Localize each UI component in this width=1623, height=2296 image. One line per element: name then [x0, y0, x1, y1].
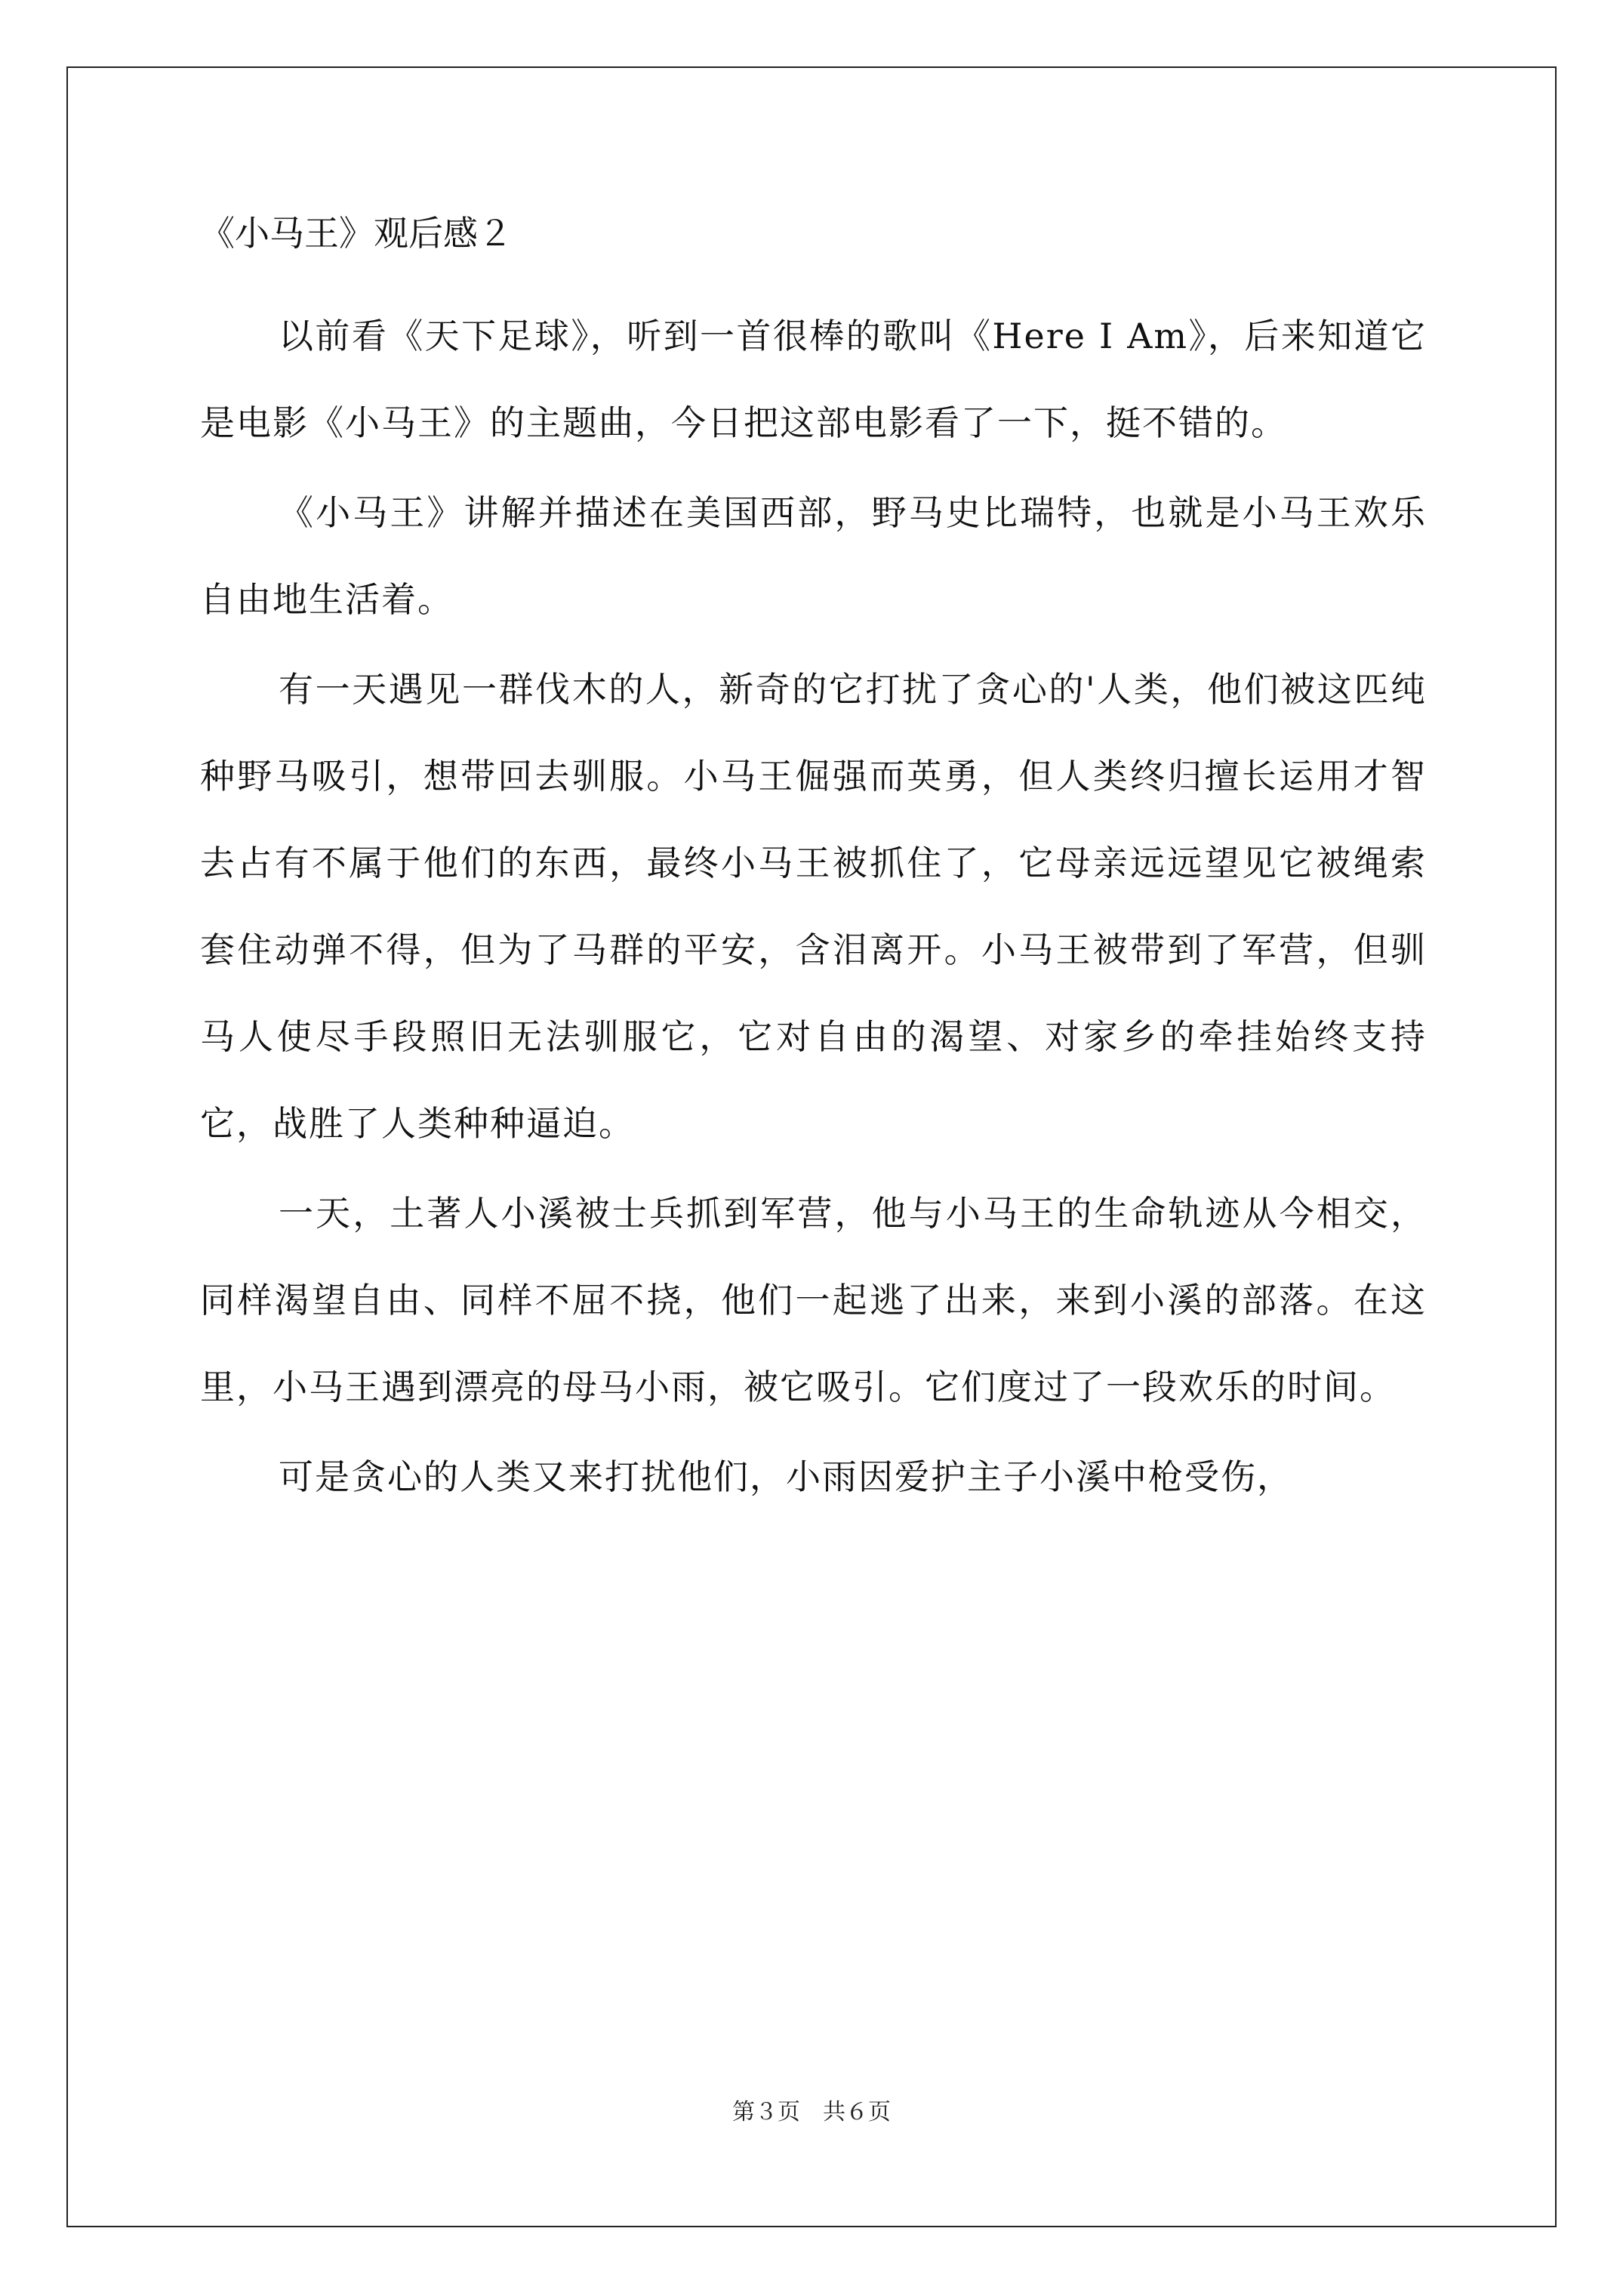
- paragraph-4: 一天，土著人小溪被士兵抓到军营，他与小马王的生命轨迹从今相交，同样渴望自由、同样不屈不挠，他们一起逃了出来，来到小溪的部落。在这里，小马王遇到漂亮的母马小雨，被它吸引。它们度过了一段欢乐的时间。: [200, 1192, 1427, 1407]
- page-number-footer: 第３页 共６页: [732, 2099, 891, 2125]
- document-body: [200, 211, 1427, 1524]
- paragraph-2: 《小马王》讲解并描述在美国西部，野马史比瑞特，也就是小马王欢乐自由地生活着。: [200, 492, 1427, 620]
- paragraph-5: 可是贪心的人类又来打扰他们，小雨因爱护主子小溪中枪受伤，: [279, 1456, 1293, 1497]
- paragraph-1: 以前看《天下足球》，听到一首很棒的歌叫《Here I Am》，后来知道它是电影《小马王》的主题曲，今日把这部电影看了一下，挺不错的。: [200, 315, 1427, 443]
- paragraph-3: 有一天遇见一群伐木的人，新奇的它打扰了贪心的'人类，他们被这匹纯种野马吸引，想带回去驯服。小马王倔强而英勇，但人类终归擅长运用才智去占有不属于他们的东西，最终小马王被抓住了，它母亲远远望见它被绳索套住动弹不得，但为了马群的平安，含泪离开。小马王被带到了军营，但驯马人使尽手段照旧无法驯服它，它对自由的渴望、对家乡的牵挂始终支持它，战胜了人类种种逼迫。: [200, 668, 1427, 1144]
- document-title: 《小马王》观后感２: [200, 213, 513, 254]
